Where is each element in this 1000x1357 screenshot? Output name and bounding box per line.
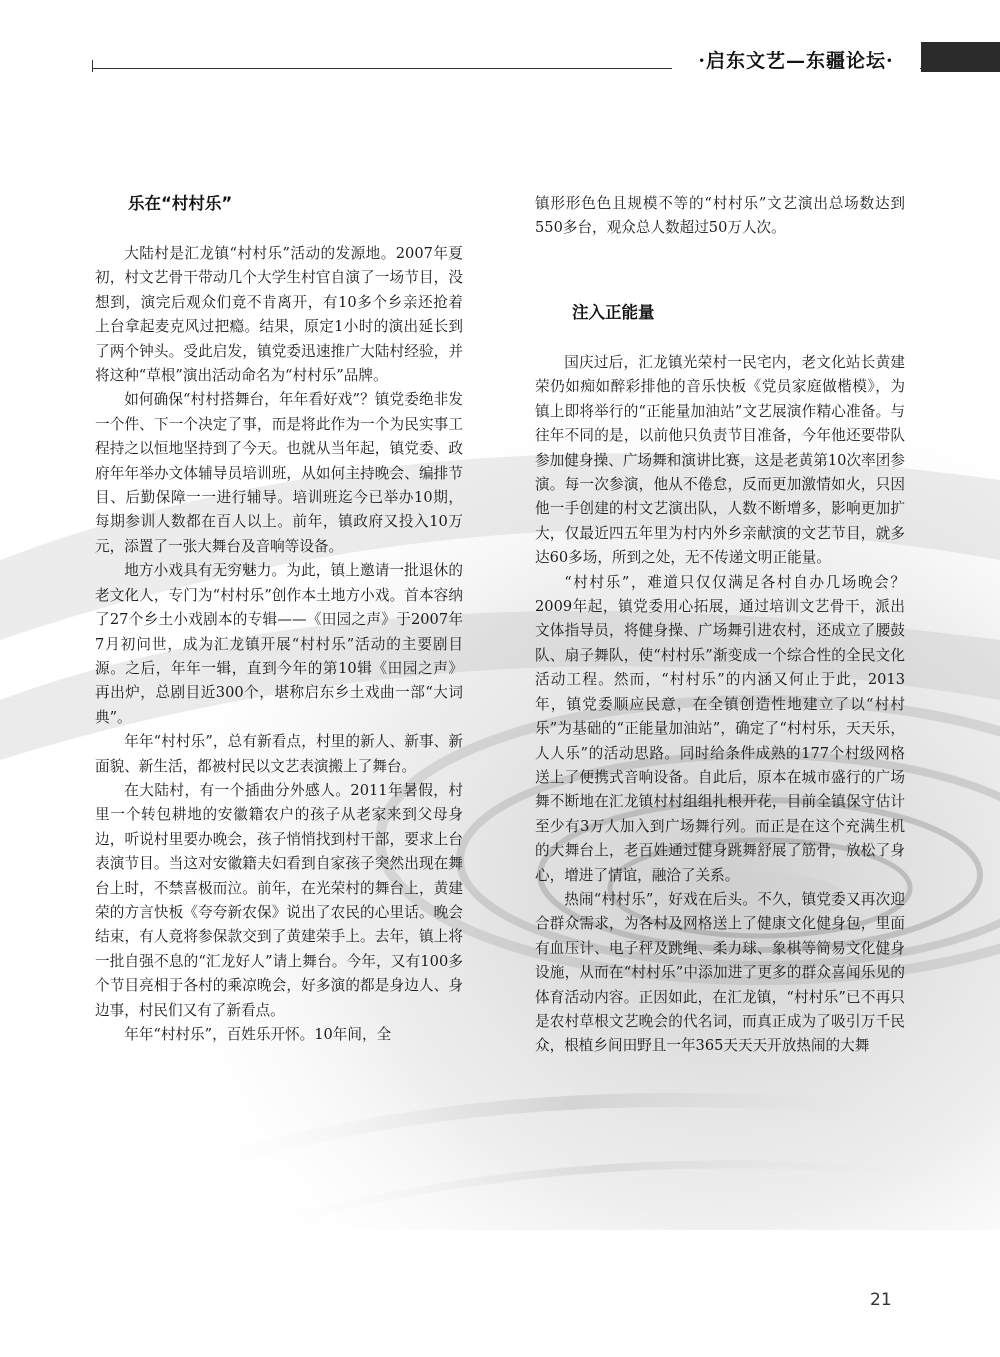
paragraph: 年年“村村乐”，百姓乐开怀。10年间，全 bbox=[124, 1026, 392, 1043]
right-column-section2 bbox=[535, 351, 905, 1059]
page-number: 21 bbox=[870, 1290, 892, 1310]
section-heading-2: 注入正能量 bbox=[572, 303, 655, 322]
header-rule-tick bbox=[92, 60, 93, 72]
header-dark-block bbox=[921, 42, 1000, 72]
paragraph: 年年“村村乐”，总有新看点，村里的新人、新事、新面貌、新生活，都被村民以文艺表演搬上了舞台。 bbox=[95, 733, 463, 775]
right-column bbox=[535, 192, 905, 241]
running-header-title: ·启东文艺—东疆论坛· bbox=[672, 46, 920, 72]
paragraph-continuation: 镇形形色色且规模不等的“村村乐”文艺演出总场数达到550多台，观众总人数超过50万人次。 bbox=[535, 195, 905, 237]
paragraph: 大陆村是汇龙镇“村村乐”活动的发源地。2007年夏初，村文艺骨干带动几个大学生村官自演了一场节目，没想到，演完后观众们竟不肯离开，有10多个乡亲还抢着上台拿起麦克风过把瘾。结果，原定1小时的演出延长到了两个钟头。受此启发，镇党委迅速推广大陆村经验，并将这种“草根”演出活动命名为“村村乐”品牌。 bbox=[95, 245, 463, 385]
paragraph: 在大陆村，有一个插曲分外感人。2011年暑假，村里一个转包耕地的安徽籍农户的孩子从老家来到父母身边，听说村里要办晚会，孩子悄悄找到村干部，要求上台表演节目。当这对安徽籍夫妇看到自家孩子突然出现在舞台上时，不禁喜极而泣。前年，在光荣村的舞台上，黄建荣的方言快板《夸夸新农保》说出了农民的心里话。晚会结束，有人竟将参保款交到了黄建荣手上。去年，镇上将一批自强不息的“汇龙好人”请上舞台。今年，又有100多个节目亮相于各村的乘凉晚会，好多演的都是身边人、身边事，村民们又有了新看点。 bbox=[95, 781, 463, 1019]
section-heading-1: 乐在“村村乐” bbox=[128, 194, 233, 213]
paragraph: 如何确保“村村搭舞台，年年看好戏”？镇党委绝非发一个件、下一个决定了事，而是将此作为一个为民实事工程持之以恒地坚持到了今天。也就从当年起，镇党委、政府年年举办文体辅导员培训班，从如何主持晚会、编排节目、后勤保障一一进行辅导。培训班迄今已举办10期，每期参训人数都在百人以上。前年，镇政府又投入10万元，添置了一张大舞台及音响等设备。 bbox=[95, 391, 463, 555]
paragraph: 国庆过后，汇龙镇光荣村一民宅内，老文化站长黄建荣仍如痴如醉彩排他的音乐快板《党员家庭做楷模》，为镇上即将举行的“正能量加油站”文艺展演作精心准备。与往年不同的是，以前他只负责节目准备，今年他还要带队参加健身操、广场舞和演讲比赛，这是老黄第10次率团参演。每一次参演，他从不倦怠，反而更加激情如火，只因他一手创建的村文艺演出队，人数不断增多，影响更加扩大，仅最近四五年里为村内外乡亲献演的文艺节目，就多达60多场，所到之处，无不传递文明正能量。 bbox=[535, 354, 905, 567]
paragraph: “村村乐”，难道只仅仅满足各村自办几场晚会？2009年起，镇党委用心拓展，通过培训文艺骨干，派出文体指导员，将健身操、广场舞引进农村，还成立了腰鼓队、扇子舞队，使“村村乐”渐变成一个综合性的全民文化活动工程。然而，“村村乐”的内涵又何止于此，2013年，镇党委顺应民意，在全镇创造性地建立了以“村村乐”为基础的“正能量加油站”，确定了“村村乐，天天乐，人人乐”的活动思路。同时给条件成熟的177个村级网格送上了便携式音响设备。自此后，原本在城市盛行的广场舞不断地在汇龙镇村村组组扎根开花，目前全镇保守估计至少有3万人加入到广场舞行列。而正是在这个充满生机的大舞台上，老百姓通过健身跳舞舒展了筋骨，放松了身心，增进了情谊，融洽了关系。 bbox=[535, 573, 905, 884]
left-column bbox=[95, 242, 463, 1047]
paragraph: 地方小戏具有无穷魅力。为此，镇上邀请一批退休的老文化人，专门为“村村乐”创作本土地方小戏。首本容纳了27个乡土小戏剧本的专辑——《田园之声》于2007年7月初问世，成为汇龙镇开展“村村乐”活动的主要剧目源。之后，年年一辑，直到今年的第10辑《田园之声》再出炉，总剧目近300个，堪称启东乡土戏曲一部“大词典”。 bbox=[95, 562, 463, 726]
paragraph: 热闹“村村乐”，好戏在后头。不久，镇党委又再次迎合群众需求，为各村及网格送上了健康文化健身包，里面有血压计、电子秤及跳绳、柔力球、象棋等简易文化健身设施，从而在“村村乐”中添加进了更多的群众喜闻乐见的体育活动内容。正因如此，在汇龙镇，“村村乐”已不再只是农村草根文艺晚会的代名词，而真正成为了吸引万千民众，根植乡间田野且一年365天天天开放热闹的大舞 bbox=[535, 890, 905, 1055]
